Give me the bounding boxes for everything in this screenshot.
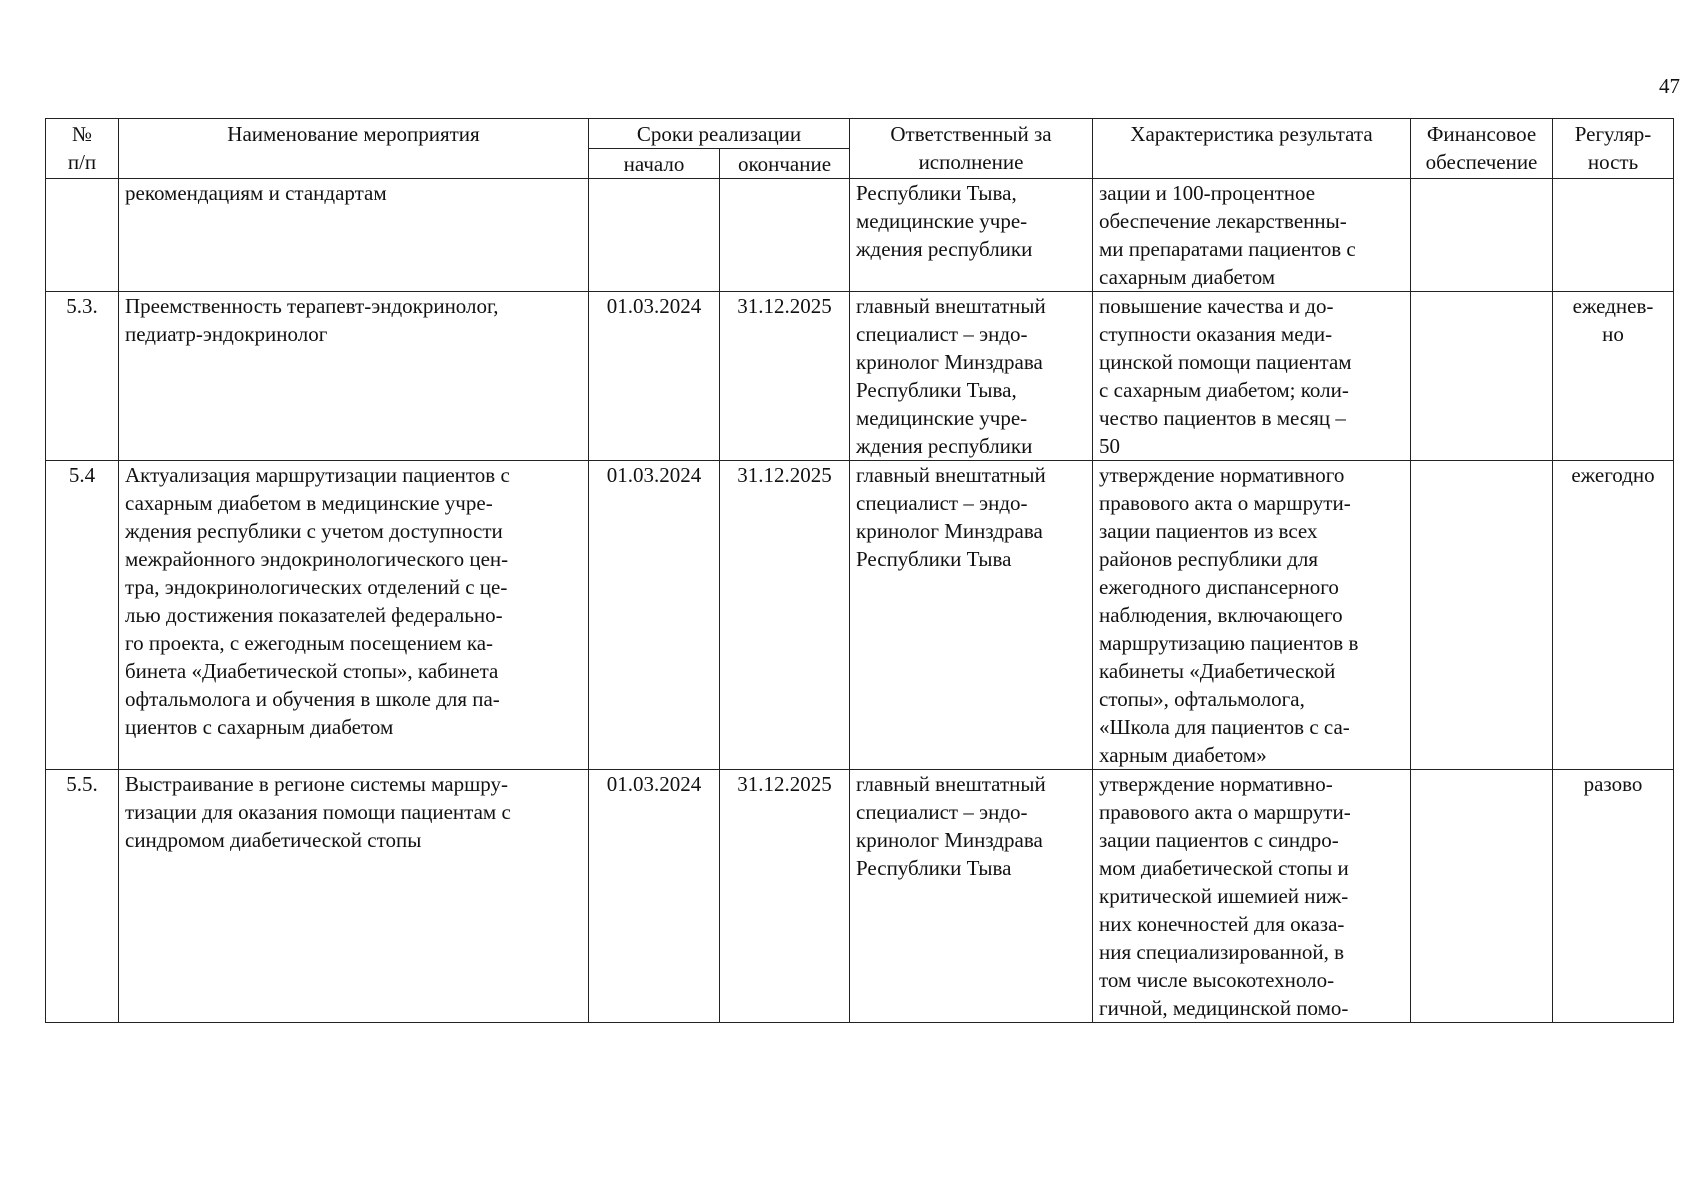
cell-finance <box>1411 770 1553 1023</box>
cell-regularity: ежеднев- но <box>1553 292 1674 461</box>
cell-start: 01.03.2024 <box>589 770 720 1023</box>
cell-num: 5.5. <box>46 770 119 1023</box>
cell-responsible: главный внештатный специалист – эндо- кринолог Минздрава Республики Тыва, медицинские учре- ждения республики <box>850 292 1093 461</box>
cell-finance <box>1411 179 1553 292</box>
table-header <box>46 119 1674 179</box>
cell-regularity: разово <box>1553 770 1674 1023</box>
cell-result: зации и 100-процентное обеспечение лекарственны- ми препаратами пациентов с сахарным диабетом <box>1093 179 1411 292</box>
page-number: 47 <box>1659 74 1680 98</box>
header-finance: Финансовое обеспечение <box>1411 119 1553 179</box>
cell-finance <box>1411 292 1553 461</box>
cell-end: 31.12.2025 <box>720 461 850 770</box>
table-row <box>46 292 1674 461</box>
header-num: № п/п <box>46 119 119 179</box>
cell-name: Актуализация маршрутизации пациентов с сахарным диабетом в медицинские учре- ждения республики с учетом доступности межрайонного эндокринологического цен- тра, эндокринологических отделений с це- лью достижения показателей федерально- го проекта, с ежегодным посещением ка- бинета «Диабетической стопы», кабинета офтальмолога и обучения в школе для па- циентов с сахарным диабетом <box>119 461 589 770</box>
cell-num: 5.3. <box>46 292 119 461</box>
cell-regularity <box>1553 179 1674 292</box>
header-start: начало <box>589 149 720 179</box>
cell-result: повышение качества и до- ступности оказания меди- цинской помощи пациентам с сахарным диабетом; коли- чество пациентов в месяц – 50 <box>1093 292 1411 461</box>
header-end: окончание <box>720 149 850 179</box>
cell-name: Выстраивание в регионе системы маршру- тизации для оказания помощи пациентам с синдромом диабетической стопы <box>119 770 589 1023</box>
cell-start <box>589 179 720 292</box>
cell-name: рекомендациям и стандартам <box>119 179 589 292</box>
cell-start: 01.03.2024 <box>589 292 720 461</box>
header-regularity: Регуляр- ность <box>1553 119 1674 179</box>
activities-table <box>45 118 1674 1023</box>
cell-end: 31.12.2025 <box>720 292 850 461</box>
cell-num: 5.4 <box>46 461 119 770</box>
cell-regularity: ежегодно <box>1553 461 1674 770</box>
header-name: Наименование мероприятия <box>119 119 589 179</box>
cell-num <box>46 179 119 292</box>
cell-result: утверждение нормативного правового акта о маршрути- зации пациентов из всех районов республики для ежегодного диспансерного наблюдения, включающего маршрутизацию пациентов в кабинеты «Диабетической стопы», офтальмолога, «Школа для пациентов с са- харным диабетом» <box>1093 461 1411 770</box>
cell-end: 31.12.2025 <box>720 770 850 1023</box>
table-row <box>46 770 1674 1023</box>
cell-finance <box>1411 461 1553 770</box>
header-responsible: Ответственный за исполнение <box>850 119 1093 179</box>
cell-end <box>720 179 850 292</box>
header-result: Характеристика результата <box>1093 119 1411 179</box>
table-row <box>46 179 1674 292</box>
cell-start: 01.03.2024 <box>589 461 720 770</box>
cell-responsible: Республики Тыва, медицинские учре- ждения республики <box>850 179 1093 292</box>
cell-responsible: главный внештатный специалист – эндо- кринолог Минздрава Республики Тыва <box>850 461 1093 770</box>
cell-result: утверждение нормативно- правового акта о маршрути- зации пациентов с синдро- мом диабетической стопы и критической ишемией ниж- них конечностей для оказа- ния специализированной, в том числе высокотехноло- гичной, медицинской помо- <box>1093 770 1411 1023</box>
table-row <box>46 461 1674 770</box>
cell-name: Преемственность терапевт-эндокринолог, педиатр-эндокринолог <box>119 292 589 461</box>
cell-responsible: главный внештатный специалист – эндо- кринолог Минздрава Республики Тыва <box>850 770 1093 1023</box>
header-period: Сроки реализации <box>589 119 850 149</box>
